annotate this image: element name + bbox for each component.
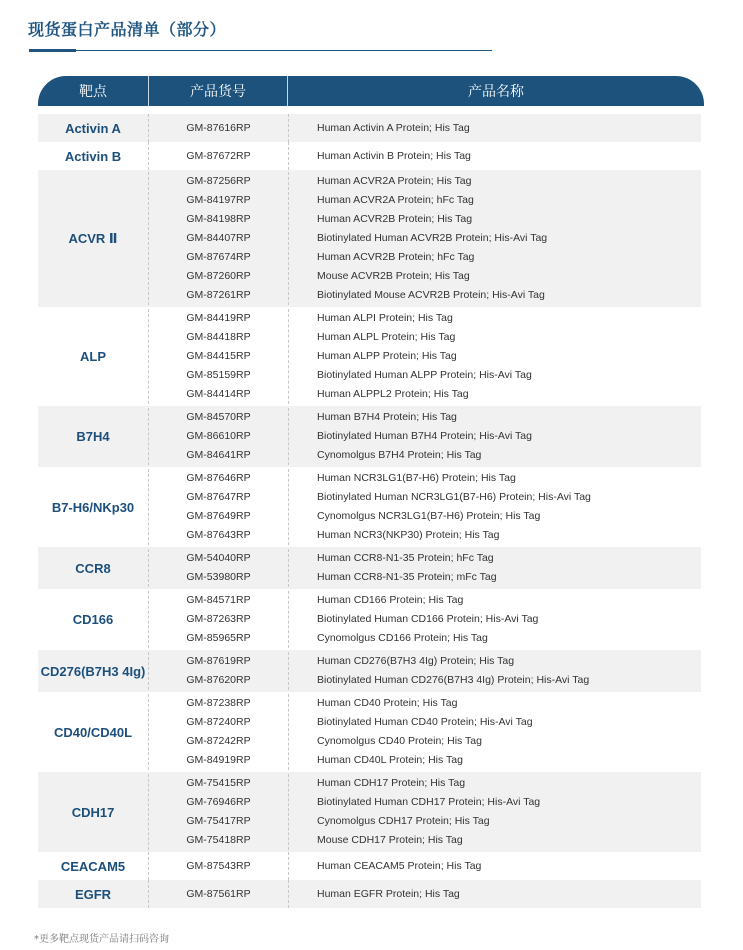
product-code: GM-87260RP [186,270,251,282]
product-code-column [148,114,289,142]
target-group [38,307,701,406]
product-name-column [289,652,701,690]
product-name: Human ALPI Protein; His Tag [317,312,453,324]
product-code-column [148,549,289,587]
product-code-column [148,469,289,545]
header-product-code: 产品货号 [149,76,288,106]
product-code: GM-87647RP [186,491,251,503]
product-code: GM-87646RP [186,472,251,484]
target-name: CD166 [72,612,114,627]
product-name-column [289,172,701,305]
product-code: GM-87649RP [186,510,251,522]
product-name-column [289,880,701,908]
product-code: GM-53980RP [186,571,251,583]
product-table [38,106,701,908]
product-code-column [148,408,289,465]
product-name: Cynomolgus B7H4 Protein; His Tag [317,449,482,461]
product-code: GM-75415RP [186,777,251,789]
product-name: Human ALPP Protein; His Tag [317,350,457,362]
product-name: Human CD40L Protein; His Tag [317,754,463,766]
target-name: CDH17 [71,804,115,820]
product-code: GM-76946RP [186,796,251,808]
title-divider-accent [29,49,76,52]
product-name: Human NCR3LG1(B7-H6) Protein; His Tag [317,472,516,484]
footnote: *更多靶点现货产品请扫码咨询 [34,934,169,945]
product-name: Human CD166 Protein; His Tag [317,594,464,606]
header-target: 靶点 [38,76,149,106]
product-code-column [148,880,289,908]
table-top-gap [38,106,701,114]
target-group [38,547,701,589]
product-name: Human Activin A Protein; His Tag [317,122,470,134]
product-code: GM-54040RP [186,552,251,564]
product-name: Human CEACAM5 Protein; His Tag [317,860,482,872]
product-code-column [148,852,289,880]
product-code: GM-87561RP [186,888,251,900]
target-group [38,772,701,852]
product-name: Biotinylated Human CD276(B7H3 4Ig) Protein; His-Avi Tag [317,674,590,686]
product-code: GM-87261RP [186,289,251,301]
target-name: B7H4 [76,429,110,444]
product-code: GM-84414RP [186,388,251,400]
product-code: GM-84197RP [186,194,251,206]
product-code: GM-87238RP [186,697,251,709]
product-code: GM-84407RP [186,232,251,244]
product-name-column [289,408,701,465]
product-code: GM-84415RP [186,350,251,362]
target-name: ALP [80,349,106,364]
product-code-column [148,774,289,850]
product-code-column [148,591,289,648]
product-name: Biotinylated Human CD166 Protein; His-Avi Tag [317,613,539,625]
product-code: GM-84570RP [186,411,251,423]
product-code: GM-84571RP [186,594,251,606]
product-code: GM-86610RP [186,430,251,442]
target-name: CCR8 [75,560,111,576]
product-name: Biotinylated Human NCR3LG1(B7-H6) Protein; His-Avi Tag [317,491,591,503]
page-title: 现货蛋白产品清单（部分） [28,20,227,39]
product-code: GM-84198RP [186,213,251,225]
target-name: B7-H6/NKp30 [51,499,135,515]
product-name: Human CD276(B7H3 4Ig) Protein; His Tag [317,655,515,667]
product-name: Biotinylated Human CDH17 Protein; His-Avi Tag [317,796,541,808]
product-name-column [289,852,701,880]
title-divider [29,50,492,51]
header-product-name: 产品名称 [468,84,524,100]
product-code: GM-87242RP [186,735,251,747]
product-code: GM-87616RP [186,122,251,134]
target-group [38,142,701,170]
target-group [38,650,701,692]
product-code: GM-84919RP [186,754,251,766]
product-code-column [148,652,289,690]
product-name-column [289,549,701,587]
product-name: Mouse CDH17 Protein; His Tag [317,834,463,846]
product-name-column [289,114,701,142]
product-name: Biotinylated Human CD40 Protein; His-Avi Tag [317,716,533,728]
product-code: GM-87674RP [186,251,251,263]
target-group [38,406,701,467]
product-name: Biotinylated Human B7H4 Protein; His-Avi Tag [317,430,532,442]
product-name: Human ALPPL2 Protein; His Tag [317,388,469,400]
product-name: Cynomolgus NCR3LG1(B7-H6) Protein; His Tag [317,510,541,522]
product-code: GM-84418RP [186,331,251,343]
product-name-column [289,694,701,770]
target-group [38,114,701,142]
target-group [38,692,701,772]
target-group [38,170,701,307]
product-name: Human CDH17 Protein; His Tag [317,777,466,789]
product-code-column [148,172,289,305]
target-name: Activin B [64,148,122,164]
product-name: Human CCR8-N1-35 Protein; hFc Tag [317,552,494,564]
product-name: Human NCR3(NKP30) Protein; His Tag [317,529,500,541]
table-header [38,76,704,106]
product-code-column [148,309,289,404]
product-name-column [289,774,701,850]
product-name-column [289,142,701,170]
product-code: GM-84641RP [186,449,251,461]
product-name: Human ACVR2B Protein; hFc Tag [317,251,475,263]
target-group [38,589,701,650]
product-code: GM-85965RP [186,632,251,644]
target-name: ACVR Ⅱ [68,230,118,246]
product-code-column [148,694,289,770]
target-name: EGFR [74,886,112,902]
product-code: GM-87256RP [186,175,251,187]
product-code: GM-85159RP [186,369,251,381]
product-name: Human Activin B Protein; His Tag [317,150,471,162]
product-name: Human ACVR2B Protein; His Tag [317,213,473,225]
target-name: CD40/CD40L [53,724,133,740]
product-code: GM-87619RP [186,655,251,667]
target-name: CD276(B7H3 4Ig) [40,663,146,679]
product-code: GM-87263RP [186,613,251,625]
product-name: Human B7H4 Protein; His Tag [317,411,457,423]
product-name: Biotinylated Mouse ACVR2B Protein; His-Avi Tag [317,289,545,301]
product-name: Mouse ACVR2B Protein; His Tag [317,270,470,282]
product-name: Human ALPL Protein; His Tag [317,331,456,343]
product-code-column [148,142,289,170]
product-name: Biotinylated Human ACVR2B Protein; His-Avi Tag [317,232,548,244]
product-code: GM-75418RP [186,834,251,846]
product-code: GM-87240RP [186,716,251,728]
product-code: GM-84419RP [186,312,251,324]
product-code: GM-87643RP [186,529,251,541]
product-name: Cynomolgus CD166 Protein; His Tag [317,632,488,644]
product-name: Human CD40 Protein; His Tag [317,697,458,709]
product-code: GM-87543RP [186,860,251,872]
product-code: GM-75417RP [186,815,251,827]
product-name: Cynomolgus CDH17 Protein; His Tag [317,815,490,827]
target-name: Activin A [65,120,121,136]
product-code: GM-87620RP [186,674,251,686]
target-group [38,880,701,908]
target-group [38,852,701,880]
product-name-column [289,469,701,545]
product-name: Human CCR8-N1-35 Protein; mFc Tag [317,571,497,583]
product-name: Cynomolgus CD40 Protein; His Tag [317,735,482,747]
product-code: GM-87672RP [186,150,251,162]
product-name: Human EGFR Protein; His Tag [317,888,460,900]
target-group [38,467,701,547]
product-name-column [289,591,701,648]
product-name: Human ACVR2A Protein; hFc Tag [317,194,474,206]
product-name: Biotinylated Human ALPP Protein; His-Avi Tag [317,369,532,381]
product-name-column [289,309,701,404]
product-name: Human ACVR2A Protein; His Tag [317,175,472,187]
target-name: CEACAM5 [60,858,126,874]
